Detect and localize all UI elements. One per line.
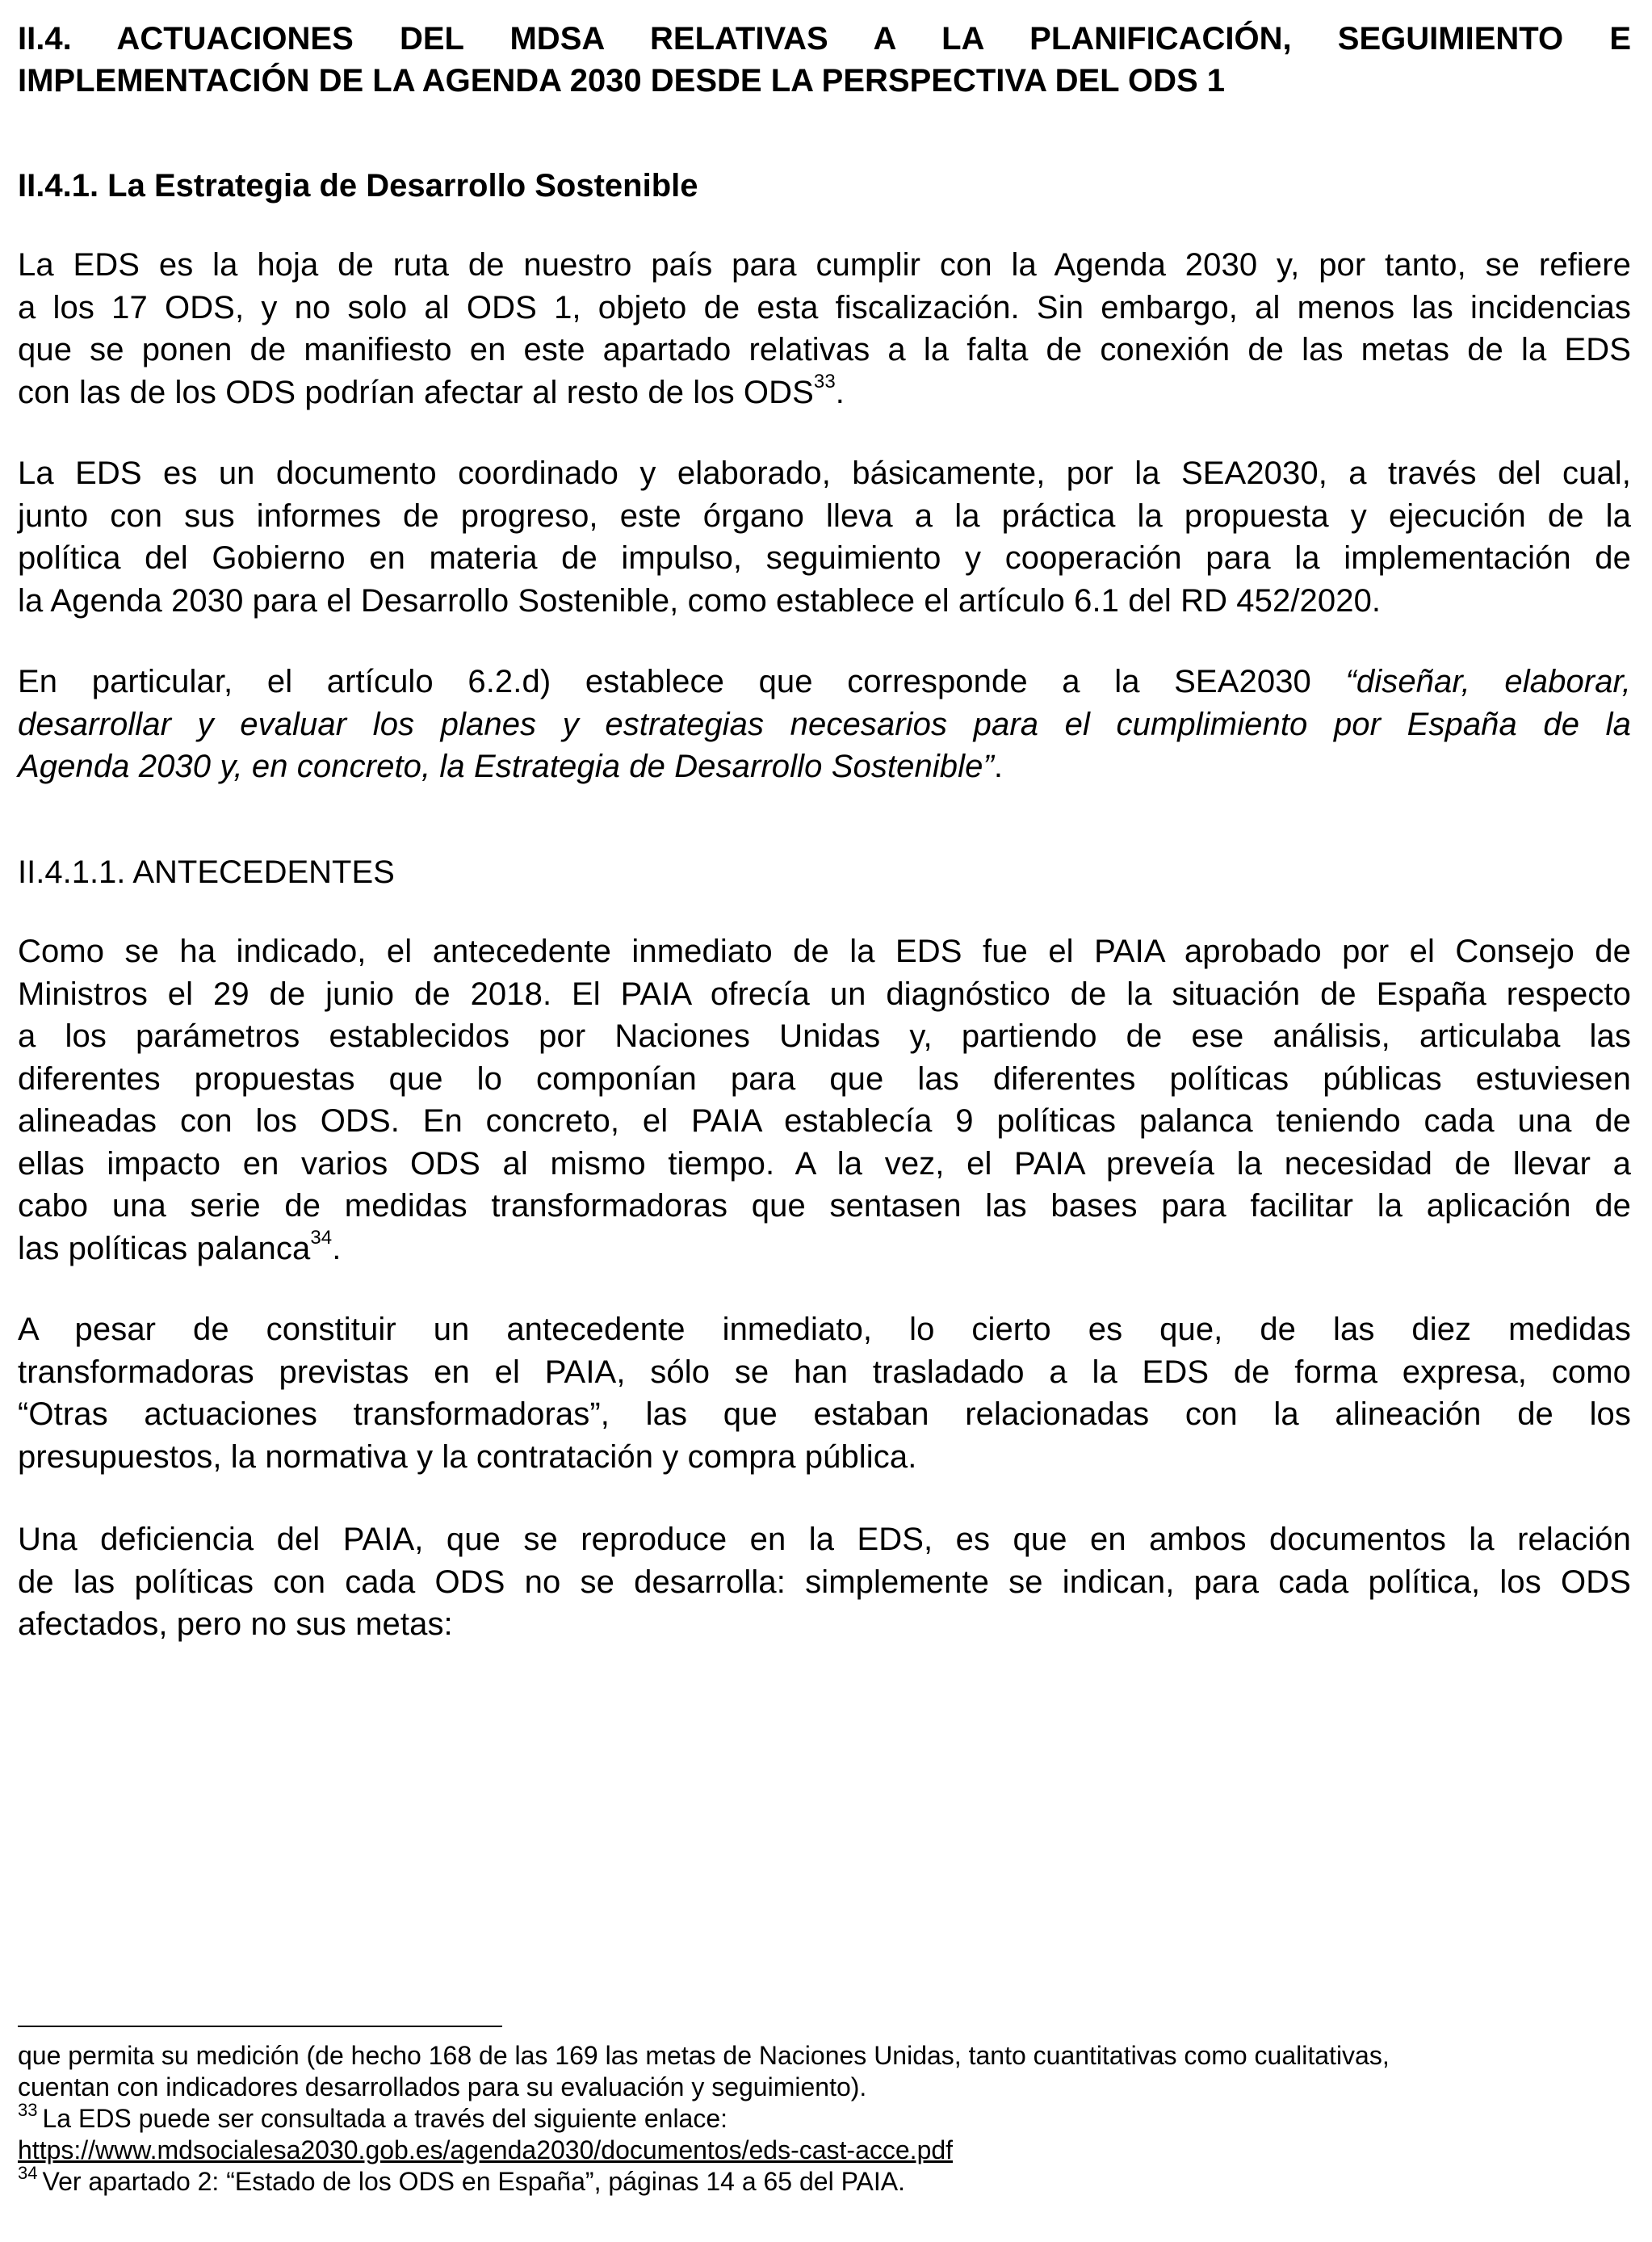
paragraph-line: que se ponen de manifiesto en este apartado relativas a la falta de conexión de las metas de la EDS xyxy=(18,332,1631,367)
paragraph-line: afectados, pero no sus metas: xyxy=(18,1606,453,1642)
paragraph-line xyxy=(18,1228,1631,1270)
quoted-text: “diseñar, elaborar, xyxy=(1345,664,1631,699)
footnote-number: 34 xyxy=(18,2163,38,2184)
paragraph-article-6-2 xyxy=(18,661,1631,788)
quoted-text: Agenda 2030 y, en concreto, la Estrategia de Desarrollo Sostenible” xyxy=(18,749,994,784)
footnote-number: 33 xyxy=(18,2100,38,2121)
eds-document-link[interactable]: https://www.mdsocialesa2030.gob.es/agenda2030/documentos/eds-cast-acce.pdf xyxy=(18,2135,954,2164)
paragraph-line: política del Gobierno en materia de impulso, seguimiento y cooperación para la implementación de xyxy=(18,540,1631,576)
paragraph-line: de las políticas con cada ODS no se desarrolla: simplemente se indican, para cada política, los ODS xyxy=(18,1564,1631,1600)
paragraph-eds-document xyxy=(18,452,1631,622)
document-page xyxy=(18,0,1631,2242)
main-heading-line: IMPLEMENTACIÓN DE LA AGENDA 2030 DESDE LA PERSPECTIVA DEL ODS 1 xyxy=(18,63,1226,99)
paragraph-line xyxy=(18,661,1631,703)
paragraph-line: la Agenda 2030 para el Desarrollo Sostenible, como establece el artículo 6.1 del RD 452/2020. xyxy=(18,582,1382,619)
paragraph-line xyxy=(18,372,1631,414)
paragraph-line xyxy=(18,703,1631,746)
paragraph-line: presupuestos, la normativa y la contratación y compra pública. xyxy=(18,1438,917,1475)
footnotes xyxy=(18,2040,1631,2198)
quoted-text: desarrollar y evaluar los planes y estrategias necesarios para el cumplimiento por España de la xyxy=(18,706,1631,742)
footnote-33-link-line xyxy=(18,2135,1631,2166)
paragraph-text: En particular, el artículo 6.2.d) establece que corresponde a la SEA2030 xyxy=(18,664,1311,699)
paragraph-line xyxy=(18,745,1631,788)
paragraph-line: diferentes propuestas que lo componían para que las diferentes políticas públicas estuviesen xyxy=(18,1060,1631,1097)
paragraph-line: Una deficiencia del PAIA, que se reproduce en la EDS, es que en ambos documentos la relación xyxy=(18,1522,1631,1557)
footnote-33 xyxy=(18,2100,1631,2135)
section-heading: II.4.1. La Estrategia de Desarrollo Sostenible xyxy=(18,168,698,204)
paragraph-line: La EDS es un documento coordinado y elaborado, básicamente, por la SEA2030, a través del cual, xyxy=(18,456,1631,491)
paragraph-eds-roadmap xyxy=(18,244,1631,414)
paragraph-line: junto con sus informes de progreso, este órgano lleva a la práctica la propuesta y ejecución de la xyxy=(18,498,1631,534)
paragraph-line: cabo una serie de medidas transformadoras que sentasen las bases para facilitar la aplicación de xyxy=(18,1188,1631,1224)
paragraph-line: Ministros el 29 de junio de 2018. El PAIA ofrecía un diagnóstico de la situación de España respecto xyxy=(18,976,1631,1012)
footnote-text: La EDS puede ser consultada a través del siguiente enlace: xyxy=(42,2104,728,2133)
paragraph-line: A pesar de constituir un antecedente inmediato, lo cierto es que, de las diez medidas xyxy=(18,1312,1631,1347)
footnote-34 xyxy=(18,2163,1631,2198)
footnote-text: Ver apartado 2: “Estado de los ODS en España”, páginas 14 a 65 del PAIA. xyxy=(42,2167,906,2196)
paragraph-line: transformadoras previstas en el PAIA, sólo se han trasladado a la EDS de forma expresa, como xyxy=(18,1354,1631,1390)
subsection-heading: II.4.1.1. ANTECEDENTES xyxy=(18,854,395,890)
paragraph-line: Como se ha indicado, el antecedente inmediato de la EDS fue el PAIA aprobado por el Consejo de xyxy=(18,934,1631,969)
paragraph-text: . xyxy=(332,1230,342,1266)
footnote-continuation-line: cuentan con indicadores desarrollados para su evaluación y seguimiento). xyxy=(18,2072,867,2101)
paragraph-line: a los 17 ODS, y no solo al ODS 1, objeto de esta fiscalización. Sin embargo, al menos las incidencias xyxy=(18,289,1631,325)
footnote-ref-33[interactable]: 33 xyxy=(813,371,836,393)
paragraph-line: La EDS es la hoja de ruta de nuestro país para cumplir con la Agenda 2030 y, por tanto, se refiere xyxy=(18,247,1631,283)
paragraph-text: las políticas palanca xyxy=(18,1230,311,1266)
main-heading xyxy=(18,18,1631,102)
paragraph-paia-antecedent xyxy=(18,930,1631,1270)
footnote-separator xyxy=(18,2026,502,2027)
main-heading-line: II.4. ACTUACIONES DEL MDSA RELATIVAS A LA PLANIFICACIÓN, SEGUIMIENTO E xyxy=(18,21,1631,57)
paragraph-text: . xyxy=(835,374,845,410)
paragraph-text: con las de los ODS podrían afectar al resto de los ODS xyxy=(18,374,814,410)
paragraph-line: ellas impacto en varios ODS al mismo tiempo. A la vez, el PAIA preveía la necesidad de llevar a xyxy=(18,1145,1631,1182)
paragraph-line: alineadas con los ODS. En concreto, el PAIA establecía 9 políticas palanca teniendo cada una de xyxy=(18,1103,1631,1139)
paragraph-line: “Otras actuaciones transformadoras”, las que estaban relacionadas con la alineación de los xyxy=(18,1396,1631,1432)
paragraph-line: a los parámetros establecidos por Naciones Unidas y, partiendo de ese análisis, articulaba las xyxy=(18,1018,1631,1054)
footnote-continuation-line: que permita su medición (de hecho 168 de las 169 las metas de Naciones Unidas, tanto cuantitativas como cualitativas, xyxy=(18,2041,1390,2070)
paragraph-text: . xyxy=(993,749,1004,784)
footnote-ref-34[interactable]: 34 xyxy=(310,1227,333,1249)
paragraph-transformative-measures xyxy=(18,1308,1631,1478)
paragraph-paia-deficiency xyxy=(18,1518,1631,1646)
